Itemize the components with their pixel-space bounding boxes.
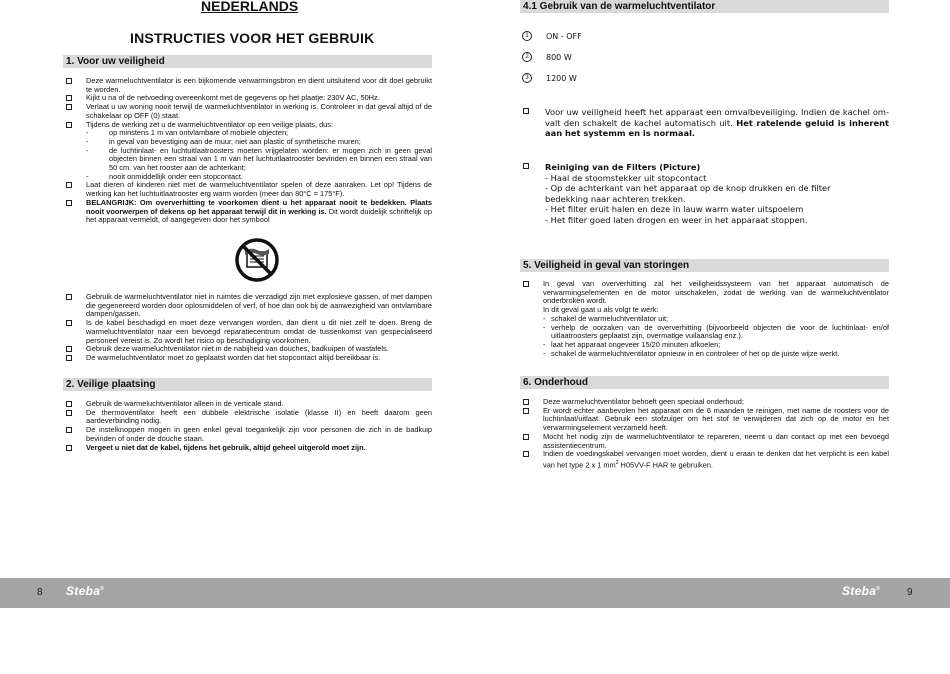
- filter-step: - Het filter goed laten drogen en weer in het apparaat stoppen.: [545, 214, 808, 225]
- checkbox-icon: [523, 408, 529, 414]
- checkbox-icon: [523, 281, 529, 287]
- checkbox-icon: [66, 445, 72, 451]
- sub-item: - schakel de warmeluchtventilator opnieuw in en controleer of het op de juiste wijze werkt.: [543, 348, 840, 358]
- page-number-left: 8: [37, 587, 43, 598]
- checkbox-icon: [523, 451, 529, 457]
- section-header-malfunctions: 5. Veiligheid in geval van storingen: [520, 259, 889, 272]
- sub-item: - schakel de warmeluchtventilator uit;: [543, 313, 669, 323]
- checkbox-icon: [523, 108, 529, 114]
- sub-item: - de luchtinlaat- en luchtuitlaatroosters moeten vrijgelaten worden: er mogen zich in geen geval objecten binnen een straal van 1 m van het luchtuitlaatrooster bevinden en binnen een straal van 50 cm. van het rooster aan de achterkant;: [86, 145, 432, 173]
- switch-options: [522, 31, 722, 94]
- page-footer: [0, 578, 950, 608]
- list-item: Vergeet u niet dat de kabel, tijdens het gebruik, altijd geheel uitgerold moet zijn.: [63, 444, 432, 453]
- page-number-right: 9: [907, 587, 913, 598]
- list-item: Deze warmeluchtventilator behoeft geen speciaal onderhoud;: [520, 398, 889, 407]
- steps-intro: In dit geval gaat u als volgt te werk:: [543, 305, 659, 315]
- checkbox-icon: [66, 410, 72, 416]
- checkbox-icon: [66, 427, 72, 433]
- filter-step: - Het filter eruit halen en deze in lauw warm water uitspoelem: [545, 204, 804, 215]
- sub-item: - nooit onmiddellijk onder een stopcontact.: [86, 171, 243, 181]
- list-item: Verlaat u uw woning nooit terwijl de warmeluchtventilator in werking is. Controleer in dat geval altijd of de schakelaar op OFF (0) staat.: [63, 103, 432, 120]
- sub-item: - in geval van bevestiging aan de muur, niet aan plastic of synthetische muren;: [86, 136, 361, 146]
- list-item: Gebruik de warmeluchtventilator niet in ruimtes die verzadigd zijn met explosieve gassen, of met dampen die gegenereerd worden door oplosmiddelen of verf, of hoe dan ook bij de aanwezigheid van ontvlambare dampen/gassen.: [63, 293, 432, 319]
- section-header-safety: 1. Voor uw veiligheid: [63, 55, 432, 68]
- tip-over-protection: [520, 107, 889, 139]
- right-page: [520, 0, 890, 578]
- filter-cleaning: [520, 162, 889, 226]
- steba-logo: Steba®: [842, 584, 881, 598]
- checkbox-icon: [66, 355, 72, 361]
- filter-step: - Op de achterkant van het apparaat op de knop drukken en de filter bedekking naar achteren trekken.: [545, 183, 831, 204]
- list-item: Er wordt echter aanbevolen het apparaat om de 6 maanden te reinigen, met name de roosters voor de luchtinlaat/uitlaat. Gebruik een stofzuiger om het stof te verwijderen dat zich op de motor en het verwarmingselement verzameld heeft.: [520, 407, 889, 433]
- safety-list-continued: [63, 293, 432, 363]
- left-page: [63, 0, 433, 578]
- malfunction-list: [520, 280, 889, 358]
- checkbox-icon: [523, 434, 529, 440]
- filter-step: - Haal de stoomstekker uit stopcontact: [545, 172, 707, 183]
- placement-list: [63, 400, 432, 452]
- checkbox-icon: [66, 78, 72, 84]
- list-item: De instelknoppen mogen in geen enkel geval toegankelijk zijn voor personen die zich in de badkuip bevinden of onder de douche staan.: [63, 426, 432, 443]
- maintenance-list: [520, 398, 889, 470]
- checkbox-icon: [66, 182, 72, 188]
- number-3-icon: 3: [522, 73, 532, 83]
- checkbox-icon: [66, 294, 72, 300]
- checkbox-icon: [66, 122, 72, 128]
- list-item: Voor uw veiligheid heeft het apparaat een omvalbeveiliging. Indien de kachel om-valt den schakelt de kachel automatisch uit. Het ratelende geluid is inherent aan het systemm en is normaal.: [520, 107, 889, 139]
- list-item: Deze warmeluchtventilator is een bijkomende verwarmingsbron en dient uitsluitend voor dit doel gebruikt te worden.: [63, 77, 432, 94]
- steba-logo: Steba®: [66, 584, 105, 598]
- do-not-cover-icon: [234, 237, 280, 283]
- list-item: Tijdens de werking zet u de warmeluchtventilator op een veilige plaats, dus:: [63, 121, 432, 130]
- number-1-icon: 1: [522, 31, 532, 41]
- section-header-placement: 2. Veilige plaatsing: [63, 378, 432, 391]
- list-item: Indien de voedingskabel vervangen moet worden, dient u eraan te denken dat het verplicht is een kabel van het type 2 x 1 $mm^2$ H05VV-F HAR te gebruiken.: [520, 450, 889, 470]
- sub-item: - op minstens 1 m van ontvlambare of mobiele objecten;: [86, 128, 289, 138]
- list-item: Reiniging van de Filters (Picture): [520, 162, 889, 173]
- list-item: In geval van oververhitting zal het veiligheidssysteem van het apparaat automatisch de verwarmingselementen en de motor uitschakelen, zodat de werking van de warmeluchtventilator onderbroken wordt.: [520, 280, 889, 306]
- checkbox-icon: [523, 163, 529, 169]
- safety-list: [63, 77, 432, 225]
- checkbox-icon: [523, 399, 529, 405]
- option-800w: 2 800 W: [522, 52, 722, 73]
- list-item: De thermoventilator heeft een dubbele elektrische isolatie (klasse II) en heeft daarom geen aardeverbinding nodig.: [63, 409, 432, 426]
- warning-item: BELANGRIJK: Om oververhitting te voorkomen dient u het apparaat nooit te bedekken. Plaats nooit voorwerpen of dekens op het apparaat terwijl dit in werking is. Dit wordt duidelijk schriftelijk op het apparaat vermeldt, of aangegeven door het symbool: [63, 199, 432, 225]
- list-item: Gebruik deze warmeluchtventilator niet in de nabijheid van douches, badkuipen of wastafels.: [63, 345, 432, 354]
- language-title: NEDERLANDS: [201, 0, 299, 14]
- checkbox-icon: [66, 346, 72, 352]
- list-item: Kijkt u na of de netvoeding overeenkomt met de gegevens op het plaatje: 230V AC, 50Hz.: [63, 94, 432, 103]
- sub-item: - laat het apparaat ongeveer 15/20 minuten afkoelen;: [543, 339, 721, 349]
- sub-item: - verhelp de oorzaken van de oververhitting (bijvoorbeeld objecten die voor de luchtinlaat- en/of uitlaatroosters geplaatst zijn, overmatige vuilaanslag enz.).: [543, 322, 889, 341]
- checkbox-icon: [66, 200, 72, 206]
- number-2-icon: 2: [522, 52, 532, 62]
- section-header-usage: 4.1 Gebruik van de warmeluchtventilator: [520, 0, 889, 13]
- checkbox-icon: [66, 401, 72, 407]
- option-1200w: 3 1200 W: [522, 73, 722, 94]
- list-item: Mocht het nodig zijn de warmeluchtventilator te repareren, neemt u dan contact op met een bevoegd assistentiecentrum.: [520, 433, 889, 450]
- list-item: Laat dieren of kinderen niet met de warmeluchtventilator spelen of deze aanraken. Let op! Tijdens de werking kan het luchtuitlaatrooster erg warm worden (meer dan 80°C = 175°F).: [63, 181, 432, 198]
- list-item: De warmeluchtventilator moet zo geplaatst worden dat het stopcontact altijd bereikbaar is.: [63, 354, 432, 363]
- list-item: Gebruik de warmeluchtventilator alleen in de verticale stand.: [63, 400, 432, 409]
- list-item: Is de kabel beschadigd en moet deze vervangen worden, dan dient u dit niet zelf te doen. Breng de warmeluchtventilator naar een bevoegd reparatiecentrum omdat de tussenkomst van gespecialiseerd personeel vereist is. Zo wordt het risico op beschadiging voorkomen.: [63, 319, 432, 345]
- option-on-off: 1 ON - OFF: [522, 31, 722, 52]
- section-header-maintenance: 6. Onderhoud: [520, 376, 889, 389]
- checkbox-icon: [66, 104, 72, 110]
- page-title: INSTRUCTIES VOOR HET GEBRUIK: [130, 30, 375, 46]
- checkbox-icon: [66, 320, 72, 326]
- checkbox-icon: [66, 95, 72, 101]
